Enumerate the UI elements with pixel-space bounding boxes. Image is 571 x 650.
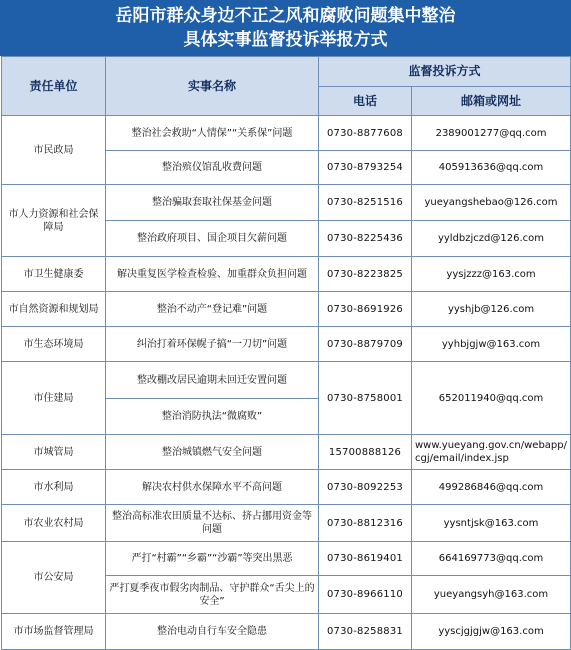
unit-cell: 市住建局 — [2, 362, 106, 435]
email-cell: 652011940@qq.com — [412, 362, 571, 435]
document-header — [0, 0, 571, 56]
header-email: 邮箱或网址 — [412, 87, 571, 116]
email-cell: 499286846@qq.com — [412, 470, 571, 505]
phone-cell: 0730-8691926 — [319, 292, 412, 327]
email-cell: yyldbzjczd@126.com — [412, 221, 571, 257]
table-row — [2, 435, 571, 470]
phone-cell: 0730-8092253 — [319, 470, 412, 505]
phone-cell: 0730-8251516 — [319, 185, 412, 221]
header-phone: 电话 — [319, 87, 412, 116]
phone-cell: 0730-8619401 — [319, 542, 412, 576]
header-item: 实事名称 — [106, 57, 319, 116]
item-cell: 整治不动产“登记难”问题 — [106, 292, 319, 327]
item-cell: 整治社会救助“人情保”“关系保”问题 — [106, 116, 319, 151]
email-cell: 405913636@qq.com — [412, 151, 571, 185]
title-line-2: 具体实事监督投诉举报方式 — [183, 30, 388, 50]
email-cell: 2389001277@qq.com — [412, 116, 571, 151]
phone-cell: 0730-8225436 — [319, 221, 412, 257]
email-cell: yyhbjgjw@163.com — [412, 327, 571, 362]
table-row — [2, 292, 571, 327]
phone-cell: 15700888126 — [319, 435, 412, 470]
item-cell: 整治消防执法“微腐败” — [106, 399, 319, 435]
phone-cell: 0730-8223825 — [319, 257, 412, 292]
table-row — [2, 542, 571, 576]
unit-cell: 市水利局 — [2, 470, 106, 505]
table-row — [2, 614, 571, 650]
item-cell: 整治殡仪馆乱收费问题 — [106, 151, 319, 185]
email-cell: yyshjb@126.com — [412, 292, 571, 327]
header-unit: 责任单位 — [2, 57, 106, 116]
item-cell: 整治城镇燃气安全问题 — [106, 435, 319, 470]
unit-cell: 市市场监督管理局 — [2, 614, 106, 650]
item-cell: 整治高标准农田质量不达标、挤占挪用资金等问题 — [106, 505, 319, 542]
phone-cell: 0730-8966110 — [319, 576, 412, 614]
item-cell: 解决重复医学检查检验、加重群众负担问题 — [106, 257, 319, 292]
phone-cell: 0730-8758001 — [319, 362, 412, 435]
phone-cell: 0730-8793254 — [319, 151, 412, 185]
header-contact: 监督投诉方式 — [319, 57, 571, 87]
unit-cell: 市人力资源和社会保障局 — [2, 185, 106, 257]
table-row — [2, 185, 571, 221]
unit-cell: 市城管局 — [2, 435, 106, 470]
unit-cell: 市卫生健康委 — [2, 257, 106, 292]
table-row — [2, 116, 571, 151]
table-row — [2, 327, 571, 362]
item-cell: 整治政府项目、国企项目欠薪问题 — [106, 221, 319, 257]
email-cell: yysjzzz@163.com — [412, 257, 571, 292]
item-cell: 整改棚改居民逾期未回迁安置问题 — [106, 362, 319, 399]
table-row — [2, 257, 571, 292]
table-row — [2, 470, 571, 505]
item-cell: 严打“村霸”“乡霸”“沙霸”等突出黑恶 — [106, 542, 319, 576]
phone-cell: 0730-8258831 — [319, 614, 412, 650]
email-cell: yysntjsk@163.com — [412, 505, 571, 542]
item-cell: 严打夏季夜市假劣肉制品、守护群众“舌尖上的安全” — [106, 576, 319, 614]
complaint-table — [1, 56, 571, 650]
email-cell: 664169773@qq.com — [412, 542, 571, 576]
table-row — [2, 505, 571, 542]
email-cell: www.yueyang.gov.cn/webapp/cgj/email/index.jsp — [412, 435, 571, 470]
item-cell: 整治电动自行车安全隐患 — [106, 614, 319, 650]
item-cell: 整治骗取套取社保基金问题 — [106, 185, 319, 221]
unit-cell: 市自然资源和规划局 — [2, 292, 106, 327]
unit-cell: 市生态环境局 — [2, 327, 106, 362]
email-cell: yueyangsyh@163.com — [412, 576, 571, 614]
unit-cell: 市农业农村局 — [2, 505, 106, 542]
table-row — [2, 362, 571, 399]
email-cell: yueyangshebao@126.com — [412, 185, 571, 221]
item-cell: 解决农村供水保障水平不高问题 — [106, 470, 319, 505]
item-cell: 纠治打着环保幌子搞“一刀切”问题 — [106, 327, 319, 362]
email-cell: yyscjgjgjw@163.com — [412, 614, 571, 650]
phone-cell: 0730-8812316 — [319, 505, 412, 542]
phone-cell: 0730-8877608 — [319, 116, 412, 151]
unit-cell: 市民政局 — [2, 116, 106, 185]
title-line-1: 岳阳市群众身边不正之风和腐败问题集中整治 — [115, 6, 456, 26]
phone-cell: 0730-8879709 — [319, 327, 412, 362]
unit-cell: 市公安局 — [2, 542, 106, 614]
